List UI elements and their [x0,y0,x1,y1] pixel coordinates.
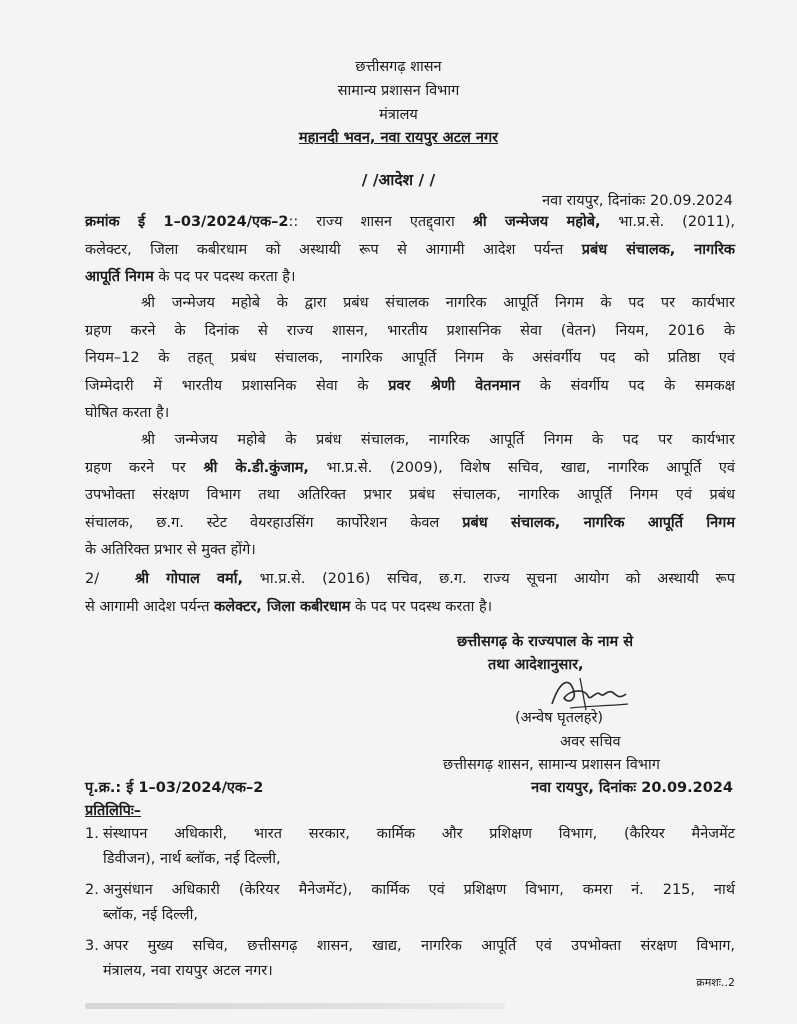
header-department: सामान्य प्रशासन विभाग [337,83,460,99]
authority-line-2: तथा आदेशानुसार, [488,657,584,673]
signatory-department: छत्तीसगढ़ शासन, सामान्य प्रशासन विभाग [443,757,660,773]
list-item-line-2: डिवीजन), नार्थ ब्लॉक, नई दिल्ली, [103,851,281,867]
copy-list-item [85,934,735,984]
text-span: भा.प्र.से. (2016) सचिव, छ.ग. राज्य सूचना आयोग को अस्थायी रूप [259,571,735,587]
paragraph-number: 2/ [85,571,100,587]
header-government: छत्तीसगढ़ शासन [355,59,442,75]
text-span: ग्रहण करने पर [85,459,186,476]
text-span: श्री गोपाल वर्मा, [135,571,243,587]
list-item-line-1: अपर मुख्य सचिव, छत्तीसगढ़ शासन, खाद्य, नागरिक आपूर्ति एवं उपभोक्ता संरक्षण विभाग, [103,938,735,954]
list-number: 2. [85,882,99,898]
text-span: के पद पर पदस्थ करता है। [355,598,493,615]
header-address-wrap [0,127,797,147]
copy-list-item [85,822,735,872]
signatory-designation: अवर सचिव [560,734,621,750]
paragraph-2-line-5: घोषित करता है। [85,405,170,421]
paragraph-2-line-4 [85,373,735,401]
order-reference-number: क्रमांक ई 1–03/2024/एक–2 [85,214,289,230]
paragraph-3-line-5: के अतिरिक्त प्रभार से मुक्त होंगे। [85,542,256,558]
order-paragraph-4 [85,566,735,621]
endorsement-reference: पृ.क्र.: ई 1–03/2024/एक–2 [85,780,264,796]
paragraph-3-line-2 [85,455,735,483]
text-span: कलेक्टर, जिला कबीरधाम को अस्थायी रूप से आगामी आदेश पर्यन्त [85,241,564,258]
text-span: भा.प्र.से. (2011), [618,214,735,230]
paragraph-3-line-3: उपभोक्ता संरक्षण विभाग तथा अतिरिक्त प्रभार प्रबंध संचालक, नागरिक आपूर्ति निगम एवं प्रबंध [85,487,735,503]
text-span: से आगामी आदेश पर्यन्त [85,598,210,615]
order-paragraph-3 [85,427,735,565]
list-item-line-2: मंत्रालय, नवा रायपुर अटल नगर। [103,963,273,979]
text-span: कलेक्टर, जिला कबीरधाम [214,598,351,615]
order-place-date: नवा रायपुर, दिनांकः 20.09.2024 [542,193,733,209]
text-span: के पद पर पदस्थ करता है। [158,269,296,285]
paragraph-2-line-2: ग्रहण करने के दिनांक से राज्य शासन, भारतीय प्रशासनिक सेवा (वेतन) नियम, 2016 के [85,322,735,339]
officer-name: श्री जन्मेजय महोबे, [472,214,601,230]
text-span: संचालक, छ.ग. स्टेट वेयरहाउसिंग कार्पोरेशन केवल [85,514,440,531]
text-span: आपूर्ति निगम [85,269,154,285]
paragraph-2-line-3: नियम–12 के तहत् प्रबंध संचालक, नागरिक आपूर्ति निगम के असंवर्गीय पद को प्रतिष्ठा एवं [85,350,735,366]
text-span: के संवर्गीय पद के समकक्ष [539,377,735,394]
header-ministry: मंत्रालय [379,107,418,123]
copy-to-label: प्रतिलिपिः– [85,803,142,819]
authority-line-1: छत्तीसगढ़ के राज्यपाल के नाम से [457,634,634,650]
list-item-line-2: ब्लॉक, नई दिल्ली, [103,907,198,923]
footer-file-path-smudge [85,1003,505,1009]
order-paragraph-1 [85,209,735,292]
list-item-line-1: अनुसंधान अधिकारी (केरियर मैनेजमेंट), कार्मिक एवं प्रशिक्षण विभाग, कमरा नं. 215, नार्थ [103,882,735,898]
text-span: भा.प्र.से. (2009), विशेष सचिव, खाद्य, नागरिक आपूर्ति एवं [326,459,735,476]
list-item-line-1: संस्थापन अधिकारी, भारत सरकार, कार्मिक और प्रशिक्षण विभाग, (कैरियर मैनेजमेंट [103,826,735,842]
copy-list-item [85,878,735,928]
continued-marker: क्रमशः..2 [696,976,735,989]
signatory-name: (अन्वेष घृतलहरे) [515,710,604,726]
text-span: प्रबंध संचालक, नागरिक आपूर्ति निगम [462,514,735,531]
list-number: 3. [85,938,99,954]
text-span: जिम्मेदारी में भारतीय प्रशासनिक सेवा के [85,377,369,394]
endorsement-place-date: नवा रायपुर, दिनांकः 20.09.2024 [531,780,733,796]
text-span: श्री के.डी.कुंजाम, [203,459,309,476]
paragraph-3-line-4 [85,510,735,538]
list-number: 1. [85,826,99,842]
paragraph-2-line-1: श्री जन्मेजय महोबे के द्वारा प्रबंध संचालक नागरिक आपूर्ति निगम के पद पर कार्यभार [141,295,735,311]
text-span: :: राज्य शासन एतद्द्वारा [288,214,455,230]
paragraph-4-line-2 [85,594,735,622]
paragraph-1-line-1 [85,209,735,237]
order-paragraph-2 [85,290,735,428]
paragraph-3-line-1: श्री जन्मेजय महोबे के प्रबंध संचालक, नागरिक आपूर्ति निगम के पद पर कार्यभार [141,432,735,448]
paragraph-4-line-1 [85,566,735,594]
text-span: प्रबंध संचालक, नागरिक [581,241,736,258]
paragraph-1-line-2 [85,237,735,265]
order-title: / /आदेश / / [361,171,436,189]
copy-list [85,822,735,984]
text-span: प्रवर श्रेणी वेतनमान [388,377,521,394]
header-address: महानदी भवन, नवा रायपुर अटल नगर [298,130,499,146]
paragraph-1-line-3 [85,264,735,292]
